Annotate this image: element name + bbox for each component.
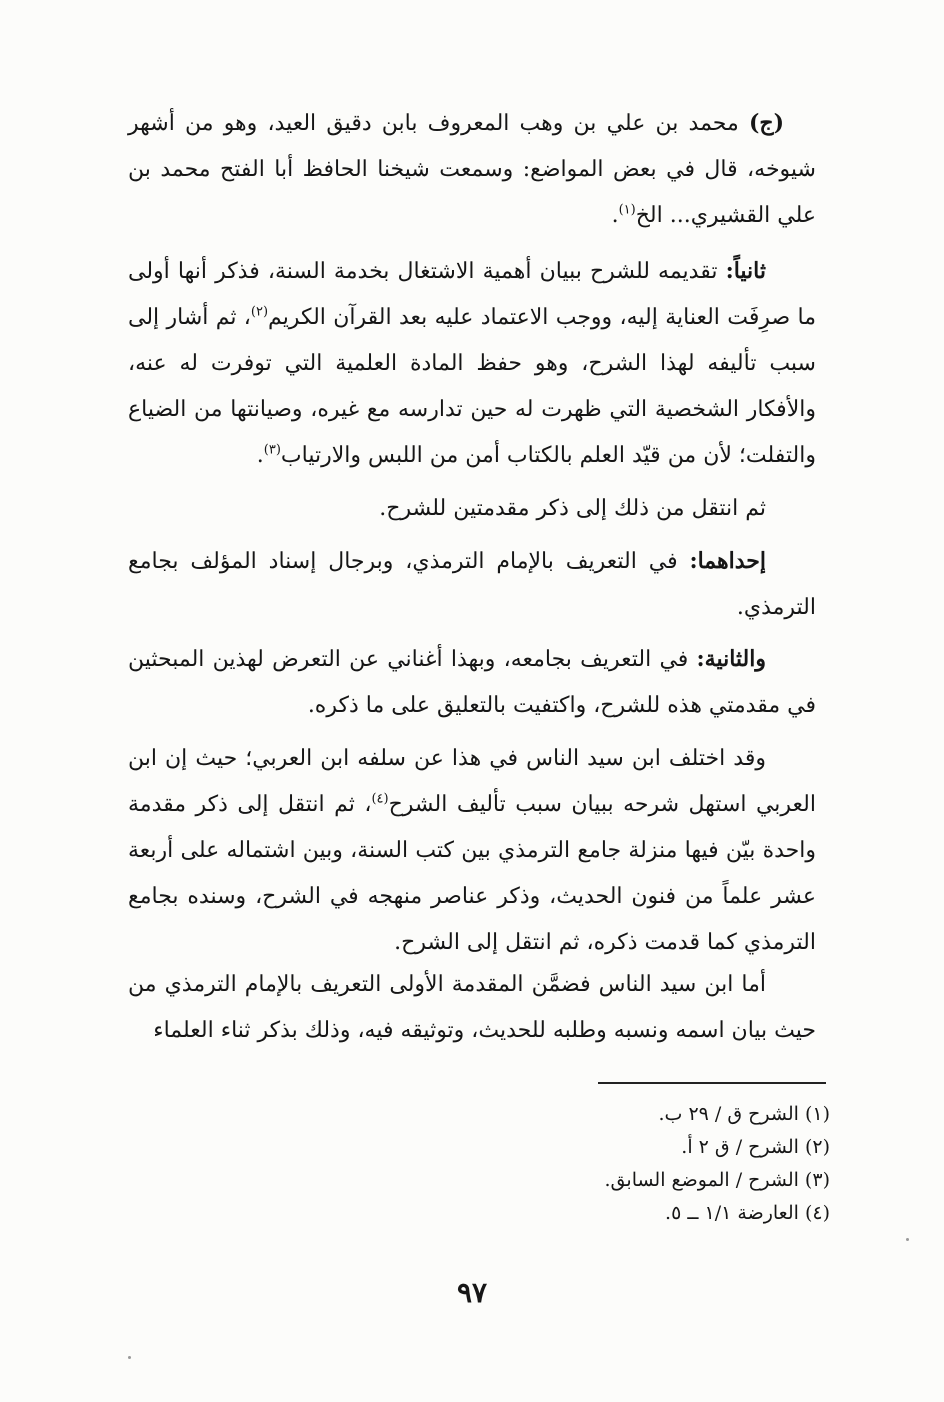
paragraph-lead: إحداهما: xyxy=(689,548,766,574)
paragraph-text: تقديمه للشرح ببيان أهمية الاشتغال بخدمة السنة، فذكر أنها أولى ما صرِفَت العناية إليه، ووجب الاعتماد عليه بعد القرآن الكريم xyxy=(128,259,816,330)
footnotes xyxy=(400,1098,830,1230)
paragraph-lead: والثانية: xyxy=(696,646,766,672)
paragraph-lead: (ج) xyxy=(748,110,784,136)
footnote-ref: (٢) xyxy=(250,304,269,320)
footnote-1: (١) الشرح ق / ٢٩ ب. xyxy=(658,1103,830,1125)
paragraph-text: في التعريف بجامعه، وبهذا أغناني عن التعرض لهذين المبحثين في مقدمتي هذه للشرح، واكتفيت بالتعليق على ما ذكره. xyxy=(128,647,816,718)
paragraph-ihdahuma xyxy=(128,538,816,631)
footnote-2: (٢) الشرح / ق ٢ أ. xyxy=(681,1136,830,1158)
paragraph-althaniya xyxy=(128,636,816,729)
paragraph-tail: ، ثم انتقل إلى ذكر مقدمة واحدة بيّن فيها منزلة جامع الترمذي بين كتب السنة، وبين اشتماله على أربعة عشر علماً من فنون الحديث، وذكر عناصر منهجه في الشرح، وسنده بجامع الترمذي كما قدمت ذكره، ثم انتقل إلى الشرح. xyxy=(128,792,816,955)
paragraph-ibn-al-arabi xyxy=(128,736,816,966)
footnote-3: (٣) الشرح / الموضع السابق. xyxy=(604,1169,830,1191)
paragraph-text: ثم انتقل من ذلك إلى ذكر مقدمتين للشرح. xyxy=(379,496,766,521)
paragraph-text: وقد اختلف ابن سيد الناس في هذا عن سلفه ابن العربي؛ حيث إن ابن العربي استهل شرحه ببيان سبب تأليف الشرح xyxy=(128,746,816,817)
paragraph-text-continued: ، ثم أشار إلى سبب تأليفه لهذا الشرح، وهو حفظ المادة العلمية التي توفرت له عنه، والأفكار الشخصية التي ظهرت له حين تدارسه مع غيره، وصيانتها من الضياع والتفلت؛ لأن من قيّد العلم بالكتاب أمن من اللبس والارتياب xyxy=(128,305,816,468)
scan-speck xyxy=(906,1238,909,1241)
scan-speck xyxy=(128,1356,131,1359)
footnote-ref: (١) xyxy=(618,202,636,218)
paragraph-text: في التعريف بالإمام الترمذي، وبرجال إسناد المؤلف بجامع الترمذي. xyxy=(128,549,816,620)
footnote-ref: (٤) xyxy=(371,791,389,807)
paragraph-tail: . xyxy=(611,203,619,228)
paragraph-lead: ثانياً: xyxy=(725,258,767,284)
paragraph-text: أما ابن سيد الناس فضمَّن المقدمة الأولى التعريف بالإمام الترمذي من حيث بيان اسمه ونسبه وطلبه للحديث، وتوثيقه فيه، وذلك بذكر ثناء العلماء xyxy=(128,972,816,1043)
footnote-4: (٤) العارضة ١/١ ــ ٥. xyxy=(665,1202,830,1224)
paragraph-text: محمد بن علي بن وهب المعروف بابن دقيق العيد، وهو من أشهر شيوخه، قال في بعض المواضع: وسمعت شيخنا الحافظ أبا الفتح محمد بن علي القشيري... الخ xyxy=(128,111,816,228)
paragraph-shaykh-ibn-daqiq xyxy=(128,100,816,239)
page-number: ٩٧ xyxy=(456,1276,488,1309)
paragraph-two-introductions xyxy=(128,486,816,532)
paragraph-ibn-sayyid-al-nas xyxy=(128,962,816,1054)
footnote-ref: (٣) xyxy=(263,442,281,458)
footnote-separator xyxy=(598,1082,826,1084)
paragraph-tail: . xyxy=(256,443,264,468)
paragraph-thaniyan xyxy=(128,248,816,479)
